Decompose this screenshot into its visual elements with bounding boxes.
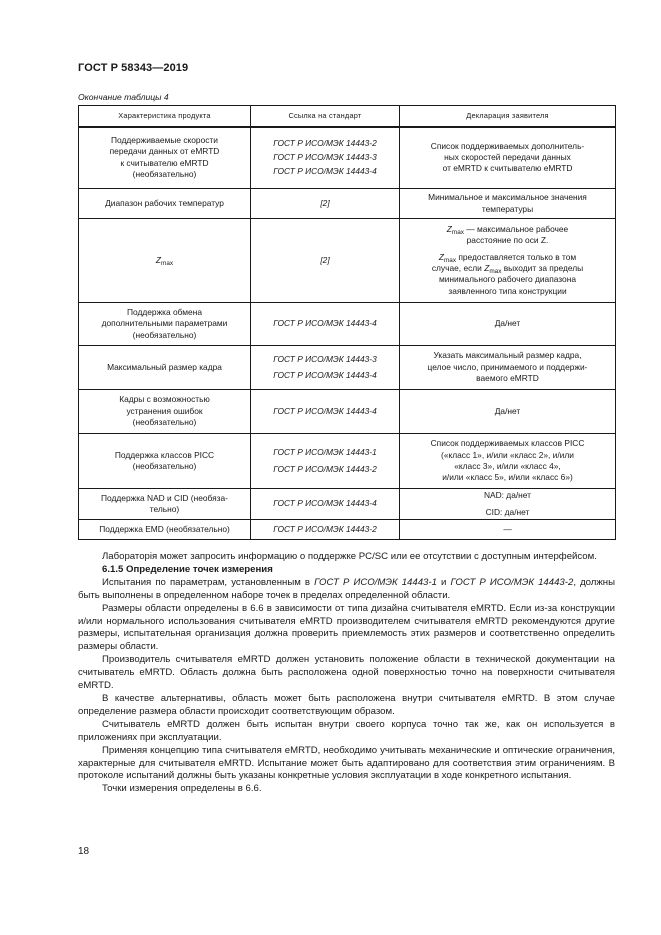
section-heading: 6.1.5 Определение точек измерения (102, 563, 273, 575)
standard-reference: ГОСТ Р ИСО/МЭК 14443-2 (450, 576, 574, 588)
table-row (79, 489, 616, 520)
cell-line: ГОСТ Р ИСО/МЭК 14443-4 (273, 370, 377, 380)
cell-line: ГОСТ Р ИСО/МЭК 14443-4 (273, 318, 377, 329)
table-row (79, 390, 616, 434)
declaration-cell (400, 434, 616, 489)
characteristic-cell (79, 434, 251, 489)
cell-line: ГОСТ Р ИСО/МЭК 14443-4 (273, 498, 377, 509)
cell-line: Поддержка NAD и CID (необяза- (101, 492, 228, 503)
paragraph: Испытания по параметрам, установленным в ГОСТ Р ИСО/МЭК 14443-1 и ГОСТ Р ИСО/МЭК 14443-2, должны быть выполнены в определенном наборе точек в пределах определенной области. (78, 576, 615, 601)
cell-line: передачи данных от eMRTD (109, 146, 220, 157)
cell-line: Да/нет (494, 405, 521, 416)
cell-line: ваемого eMRTD (476, 373, 539, 384)
cell-line: расстояние по оси Z. (466, 235, 549, 246)
cell-line: ГОСТ Р ИСО/МЭК 14443-2 (273, 523, 377, 534)
cell-line: [2] (320, 197, 330, 208)
cell-line: («класс 1», и/или «класс 2», и/или (441, 449, 574, 460)
cell-line: заявленного типа конструкции (448, 285, 567, 296)
declaration-cell (400, 346, 616, 390)
cell-line: ГОСТ Р ИСО/МЭК 14443-4 (273, 405, 377, 416)
cell-line: Поддержка обмена (127, 306, 202, 317)
cell-line: Указать максимальный размер кадра, (433, 350, 582, 361)
declaration-cell (400, 390, 616, 434)
reference-cell (251, 346, 400, 390)
reference-cell (251, 127, 400, 189)
paragraph: Применяя концепцию типа считывателя eMRTD, необходимо учитывать механические и оптические ограничения, характерные для считывателя eMRTD. Испытание может быть адаптировано для соответствия этим ограничениям. В протоколе испытаний должны быть указаны конкретные условия эксплуатации в ходе конкретного испытания. (78, 744, 615, 782)
cell-line: минимального рабочего диапазона (438, 274, 576, 285)
paragraph: Производитель считывателя eMRTD должен установить положение области в технической документации на считыватель eMRTD. Область должна быть расположена одной поверхностью точно на поверхности считывателя eMRTD. (78, 654, 615, 692)
cell-line: Кадры с возможностью (119, 394, 210, 405)
reference-cell (251, 219, 400, 303)
table-row (79, 127, 616, 189)
cell-line: ных скоростей передачи данных (444, 152, 571, 163)
table-row (79, 219, 616, 303)
table-row (79, 303, 616, 346)
table-row (79, 434, 616, 489)
paragraph: Размеры области определены в 6.6 в зависимости от типа дизайна считывателя eMRTD. Если из-за конструкции и/или нормального использования считывателя eMRTD производителем считывателя eMRTD рекомендуются другие размеры, испытательная организация должна проверить приемлемость этих размеров и соответственно определить размеры области. (78, 602, 615, 653)
cell-line: — (503, 523, 512, 534)
cell-line: (необязательно) (132, 169, 197, 180)
cell-line: случае, если $Z_{max}$ выходит за пределы (431, 263, 584, 275)
cell-line: «класс 3», и/или «класс 4», (454, 461, 561, 471)
cell-line: ГОСТ Р ИСО/МЭК 14443-2 (273, 137, 377, 148)
characteristic-cell (79, 390, 251, 434)
paragraph: Лабораторія может запросить информацию о поддержке PC/SC или ее отсутствии с доступным интерфейсом. (102, 551, 597, 562)
reference-cell (251, 520, 400, 540)
characteristic-cell (79, 489, 251, 520)
table-row (79, 520, 616, 540)
column-header: Характеристика продукта (79, 106, 251, 127)
column-header: Ссылка на стандарт (251, 106, 400, 127)
declaration-cell (400, 489, 616, 520)
cell-line: к считывателю eMRTD (120, 157, 209, 168)
declaration-cell (400, 303, 616, 346)
cell-line: дополнительными параметрами (101, 318, 228, 329)
cell-line: Список поддерживаемых дополнитель- (430, 140, 585, 151)
cell-line: ГОСТ Р ИСО/МЭК 14443-3 (273, 152, 377, 163)
cell-line: $Z_{max}$ предоставляется только в том (438, 251, 577, 264)
cell-line: [2] (320, 254, 330, 265)
cell-line: устранения ошибок (126, 405, 203, 416)
cell-line: Поддерживаемые скорости (111, 134, 218, 145)
characteristic-cell (79, 520, 251, 540)
declaration-cell (400, 189, 616, 219)
cell-line: Поддержка классов PICC (114, 449, 215, 460)
declaration-cell (400, 127, 616, 189)
cell-line: (необязательно) (132, 417, 197, 428)
paragraph: Точки измерения определены в 6.6. (102, 783, 262, 795)
table-header-row (79, 106, 616, 127)
cell-line: Поддержка EMD (необязательно) (99, 523, 230, 534)
cell-line: Список поддерживаемых классов PICC (430, 438, 585, 449)
specification-table (78, 105, 616, 540)
cell-line: ГОСТ Р ИСО/МЭК 14443-2 (273, 463, 377, 474)
cell-line: (необязательно) (132, 461, 197, 471)
characteristic-cell (79, 346, 251, 390)
column-header: Декларация заявителя (400, 106, 616, 127)
page-header-standard: ГОСТ Р 58343—2019 (78, 62, 189, 74)
cell-line: ГОСТ Р ИСО/МЭК 14443-1 (273, 447, 377, 458)
cell-line: тельно) (149, 504, 180, 514)
cell-line: Диапазон рабочих температур (105, 197, 224, 208)
cell-line: ГОСТ Р ИСО/МЭК 14443-4 (273, 166, 377, 177)
reference-cell (251, 390, 400, 434)
standard-reference: ГОСТ Р ИСО/МЭК 14443-1 (314, 576, 437, 588)
cell-line: Да/нет (494, 318, 521, 329)
page-number: 18 (78, 846, 90, 857)
cell-line: (необязательно) (132, 329, 197, 340)
table-caption: Окончание таблицы 4 (78, 92, 169, 102)
z-max-symbol: $Z_{max}$ (155, 254, 174, 267)
cell-line: NAD: да/нет (483, 490, 532, 501)
characteristic-cell (79, 303, 251, 346)
cell-line: Максимальный размер кадра (107, 361, 222, 372)
table-row (79, 346, 616, 390)
reference-cell (251, 189, 400, 219)
characteristic-cell (79, 189, 251, 219)
paragraph: Считыватель eMRTD должен быть испытан внутри своего корпуса точно так же, как он используется в приложениях при эксплуатации. (78, 718, 615, 743)
reference-cell (251, 489, 400, 520)
cell-line: и/или «класс 5», и/или «класс 6») (442, 472, 573, 483)
paragraph: В качестве альтернативы, область может быть расположена внутри считывателя eMRTD. В этом случае определение размера области происходит соответствующим образом. (78, 692, 615, 717)
declaration-cell (400, 520, 616, 540)
characteristic-cell (79, 127, 251, 189)
reference-cell (251, 303, 400, 346)
body-text (78, 551, 615, 796)
table-row (79, 189, 616, 219)
cell-line: целое число, принимаемого и поддержи- (427, 361, 588, 372)
characteristic-cell (79, 219, 251, 303)
reference-cell (251, 434, 400, 489)
cell-line: $Z_{max}$ — максимальное рабочее (446, 223, 569, 236)
declaration-cell (400, 219, 616, 303)
cell-line: температуры (481, 203, 534, 214)
cell-line: ГОСТ Р ИСО/МЭК 14443-3 (273, 353, 377, 364)
cell-line: CID: да/нет (485, 506, 530, 517)
cell-line: от eMRTD к считывателю eMRTD (442, 163, 573, 174)
cell-line: Минимальное и максимальное значения (428, 192, 587, 203)
